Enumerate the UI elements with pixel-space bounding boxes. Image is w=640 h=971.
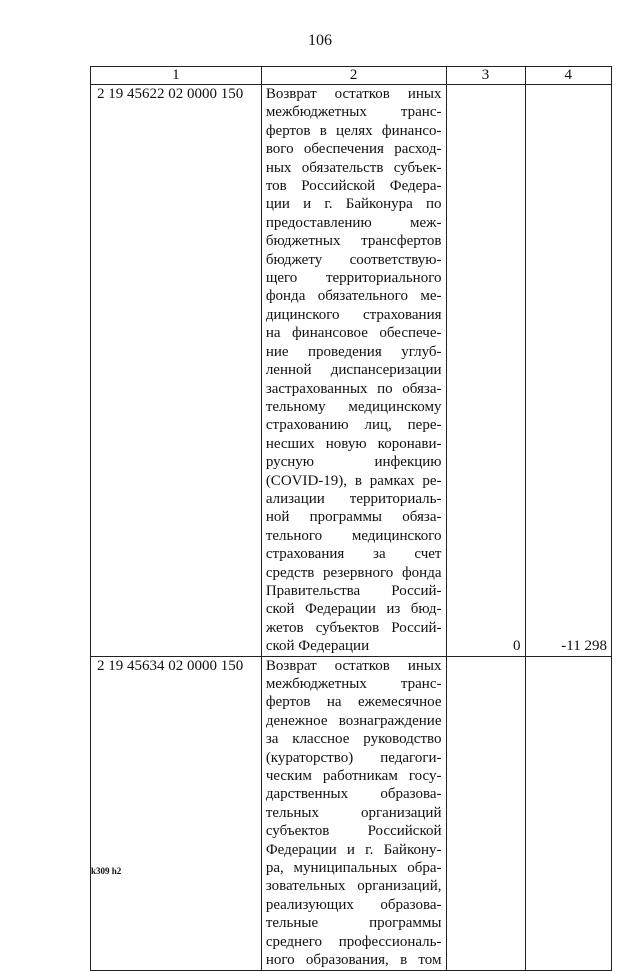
- value-cell-col4: [525, 656, 612, 970]
- description-line: тов Российской Федера-: [265, 178, 442, 195]
- description-line: страхованию лиц, пере-: [265, 417, 442, 434]
- value-cell-col3: 0: [446, 85, 525, 657]
- description-line: дарственных образова-: [265, 786, 442, 803]
- column-header-3: 3: [446, 67, 525, 85]
- description-line: тельного медицинского: [265, 527, 442, 544]
- description-line: межбюджетных транс-: [265, 104, 442, 121]
- description-line: Федерации и г. Байкону-: [265, 841, 442, 858]
- description-cell: [261, 85, 446, 657]
- value-cell-col4: -11 298: [525, 85, 612, 657]
- description-line: за классное руководство: [265, 731, 442, 748]
- description-line: фонда обязательного ме-: [265, 288, 442, 305]
- budget-code-cell: 2 19 45634 02 0000 150: [91, 656, 262, 970]
- description-line: ции и г. Байконура по: [265, 196, 442, 213]
- description-line: дицинского страхования: [265, 306, 442, 323]
- description-line: ленной диспансеризации: [265, 362, 442, 379]
- table-row: [91, 85, 612, 657]
- description-line: ние проведения углуб-: [265, 343, 442, 360]
- description-line: тельному медицинскому: [265, 398, 442, 415]
- description-line: Возврат остатков иных: [265, 657, 442, 674]
- description-line: бюджету соответствую-: [265, 251, 442, 268]
- description-line: тельные программы: [265, 915, 442, 932]
- description-line: ческим работникам госу-: [265, 768, 442, 785]
- description-line: застрахованных по обяза-: [265, 380, 442, 397]
- description-line: ской Федерации: [265, 638, 370, 655]
- description-line: ской Федерации из бюд-: [265, 601, 442, 618]
- description-line: межбюджетных транс-: [265, 676, 442, 692]
- description-line: ных обязательств субъек-: [265, 159, 442, 176]
- value-cell-col3: [446, 656, 525, 970]
- budget-code-cell: 2 19 45622 02 0000 150: [91, 85, 262, 657]
- column-header-1: 1: [91, 67, 262, 85]
- description-line: Возврат остатков иных: [265, 86, 442, 102]
- document-footer-code: k309 h2: [91, 866, 122, 876]
- description-line: (COVID-19), в рамках ре-: [265, 472, 442, 489]
- column-header-2: 2: [261, 67, 446, 85]
- description-line: страхования за счет: [265, 546, 442, 563]
- description-line: денежное вознаграждение: [265, 712, 442, 729]
- description-line: зовательных организаций,: [265, 878, 442, 895]
- description-line: ализации территориаль-: [265, 490, 442, 507]
- description-line: фертов на ежемесячное: [265, 694, 442, 711]
- description-line: русную инфекцию: [265, 454, 442, 471]
- description-line: ной программы обяза-: [265, 509, 442, 526]
- description-line: Правительства Россий-: [265, 582, 442, 599]
- description-line: фертов в целях финансо-: [265, 122, 442, 139]
- description-line: (кураторство) педагоги-: [265, 749, 442, 766]
- table-header-row: [91, 67, 612, 85]
- description-line: тельных организаций: [265, 804, 442, 821]
- description-line: среднего профессиональ-: [265, 933, 442, 950]
- description-line: ра, муниципальных обра-: [265, 860, 442, 877]
- description-line: предоставлению меж-: [265, 214, 442, 231]
- page-number: 106: [308, 32, 332, 49]
- column-header-4: 4: [525, 67, 612, 85]
- table-row: [91, 656, 612, 970]
- description-line: субъектов Российской: [265, 823, 442, 840]
- description-line: средств резервного фонда: [265, 564, 442, 581]
- budget-table: [90, 66, 612, 971]
- description-line: на финансовое обеспече-: [265, 325, 442, 342]
- description-line: щего территориального: [265, 270, 442, 287]
- description-line: несших новую коронави-: [265, 435, 442, 452]
- description-line: ного образования, в том: [265, 952, 442, 969]
- description-cell: [261, 656, 446, 970]
- description-line: вого обеспечения расход-: [265, 141, 442, 158]
- description-line: жетов субъектов Россий-: [265, 619, 442, 636]
- description-line: реализующих образова-: [265, 896, 442, 913]
- description-line: бюджетных трансфертов: [265, 233, 442, 250]
